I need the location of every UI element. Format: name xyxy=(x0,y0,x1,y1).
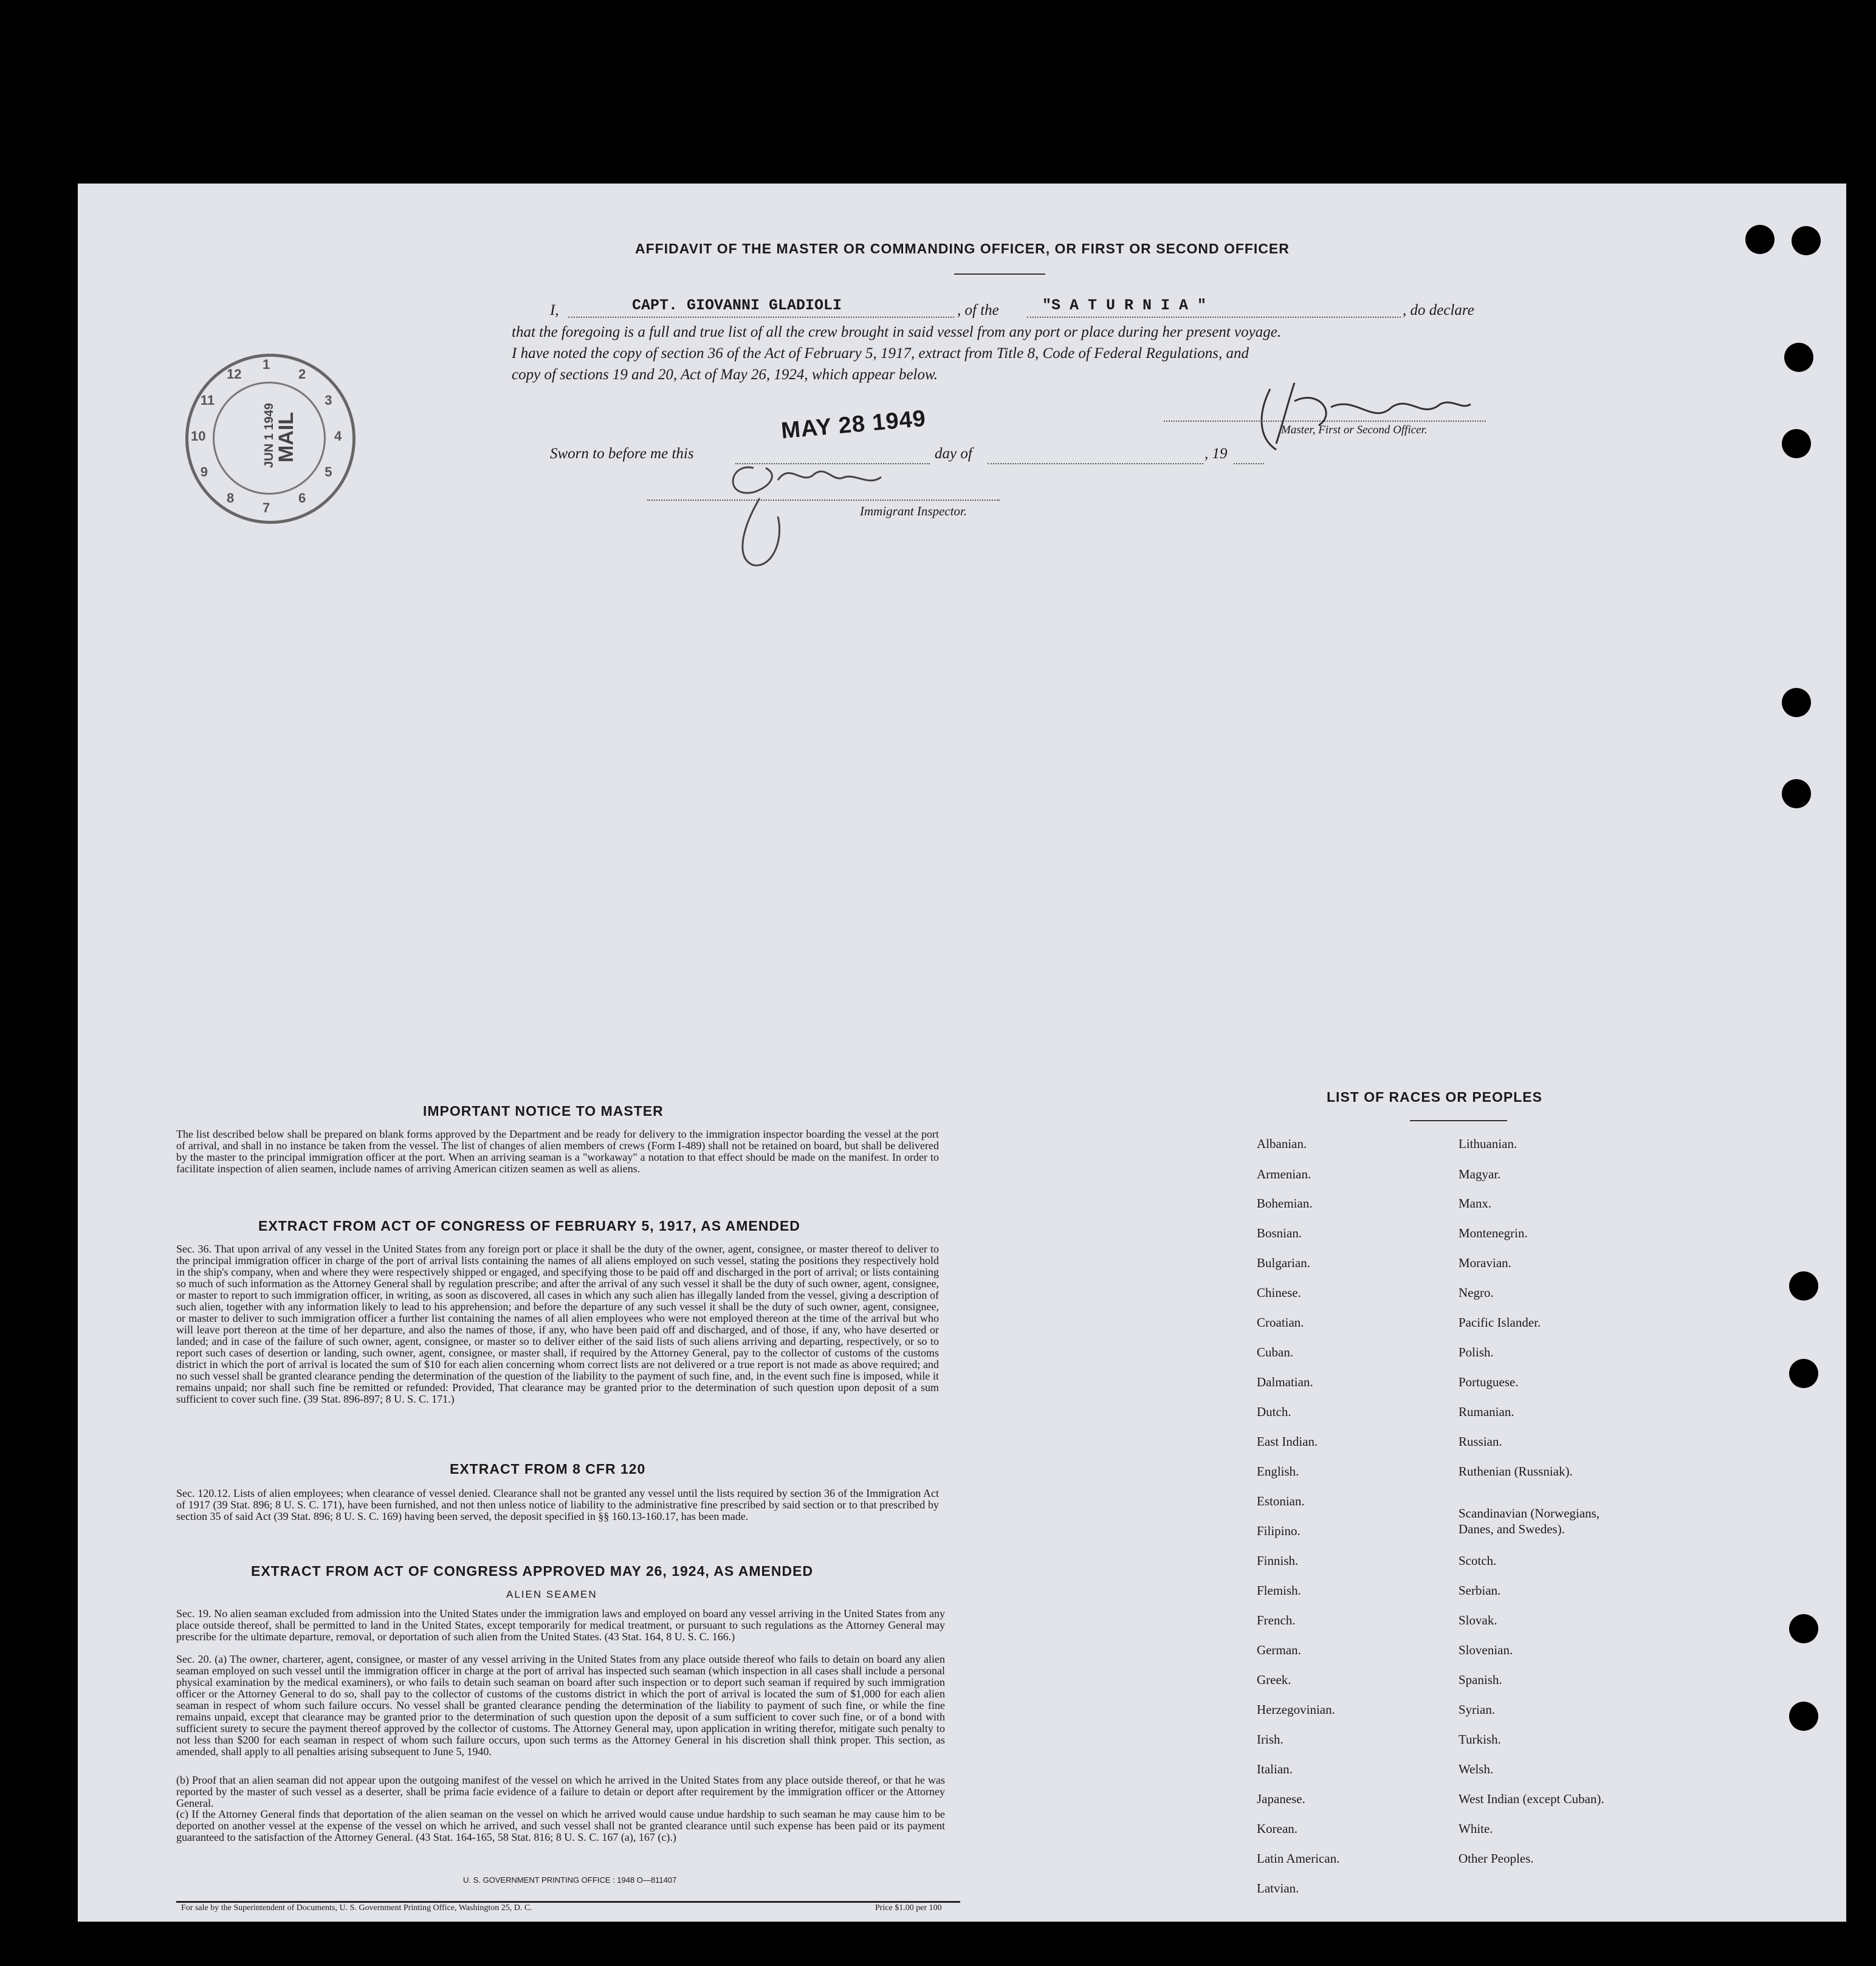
for-sale-line: For sale by the Superintendent of Documents, U. S. Government Printing Office, Washington 25, D. C. xyxy=(181,1903,532,1913)
important-notice-text: The list described below shall be prepared on blank forms approved by the Department and be ready for delivery to the immigration inspector boarding the vessel at the port of arrival, and shall in no instance be taken from the vessel. The list of changes of alien members of crews (Form I-489) shall not be retained on board, but shall be delivered by the master to the principal immigration officer at the port. When an arriving seaman is a "workaway" a notation to that effect should be made on the manifest. In order to facilitate inspection of alien seamen, include names of arriving American citizen seamen as well as aliens. xyxy=(176,1128,939,1175)
postmark-ring-number: 6 xyxy=(298,490,306,506)
race-item: Serbian. xyxy=(1459,1583,1501,1598)
postmark-ring-number: 12 xyxy=(227,366,242,382)
punch-hole xyxy=(1782,688,1811,717)
race-item: White. xyxy=(1459,1821,1493,1836)
race-item: Croatian. xyxy=(1257,1315,1304,1330)
race-item: Negro. xyxy=(1459,1285,1494,1300)
race-item: Slovak. xyxy=(1459,1613,1497,1627)
printing-office-line: U. S. GOVERNMENT PRINTING OFFICE : 1948 O—811407 xyxy=(463,1875,677,1885)
inspector-signature-line xyxy=(647,500,1000,501)
race-item: English. xyxy=(1257,1464,1299,1479)
race-item: Manx. xyxy=(1459,1196,1492,1211)
master-caption: Master, First or Second Officer. xyxy=(1281,424,1428,436)
postmark-ring-number: 9 xyxy=(200,464,208,479)
race-item: Turkish. xyxy=(1459,1732,1501,1747)
race-item: Danes, and Swedes). xyxy=(1459,1522,1565,1536)
affidavit-line-3: I have noted the copy of section 36 of the Act of February 5, 1917, extract from Title 8, Code of Federal Regulations, and xyxy=(512,345,1249,362)
race-item: Latvian. xyxy=(1257,1881,1299,1896)
race-item: Welsh. xyxy=(1459,1762,1494,1776)
day-of-label: day of xyxy=(935,445,972,462)
race-item: Montenegrin. xyxy=(1459,1226,1528,1240)
postmark-ring-number: 7 xyxy=(263,500,270,515)
races-heading-rule xyxy=(1410,1120,1507,1121)
race-item: Polish. xyxy=(1459,1345,1494,1359)
master-name-line xyxy=(568,317,954,318)
race-item: Estonian. xyxy=(1257,1494,1305,1508)
punch-hole xyxy=(1789,1271,1818,1301)
postmark-ring-number: 1 xyxy=(263,357,270,372)
extract-1917-heading: EXTRACT FROM ACT OF CONGRESS OF FEBRUARY 5, 1917, AS AMENDED xyxy=(258,1218,800,1234)
race-item: Slovenian. xyxy=(1459,1643,1513,1657)
sec-20c-text: (c) If the Attorney General finds that deportation of the alien seaman on the vessel on which he arrived would cause undue hardship to such seaman he may cause him to be deported on another vessel at the expense of the vessel on which he arrived, and such vessel shall not be granted clearance until such expense has been paid or its payment guaranteed to the satisfaction of the Attorney General. (43 Stat. 164-165, 58 Stat. 816; 8 U. S. C. 167 (a), 167 (c).) xyxy=(176,1808,945,1843)
race-item: Magyar. xyxy=(1459,1167,1501,1181)
postmark-ring-number: 10 xyxy=(191,428,206,444)
punch-hole xyxy=(1784,343,1813,372)
race-item: Ruthenian (Russniak). xyxy=(1459,1464,1573,1479)
punch-hole xyxy=(1782,429,1811,458)
vessel-name-line xyxy=(1027,317,1401,318)
race-item: Scotch. xyxy=(1459,1553,1497,1568)
important-notice-heading: IMPORTANT NOTICE TO MASTER xyxy=(423,1103,664,1119)
race-item: Russian. xyxy=(1459,1434,1502,1449)
race-item: Flemish. xyxy=(1257,1583,1301,1598)
race-item: Moravian. xyxy=(1459,1256,1511,1270)
race-item: Filipino. xyxy=(1257,1524,1300,1538)
sec-20b-text: (b) Proof that an alien seaman did not appear upon the outgoing manifest of the vessel on which he arrived in the United States from any place outside thereof, or that he was reported by the master of such vessel as a deserter, shall be prima facie evidence of a failure to detain or deport after requirement by the immigration officer or the Attorney General. xyxy=(176,1774,945,1809)
race-item: Cuban. xyxy=(1257,1345,1294,1359)
races-heading: LIST OF RACES OR PEOPLES xyxy=(1327,1089,1542,1105)
race-item: Herzegovinian. xyxy=(1257,1702,1335,1717)
race-item: Bosnian. xyxy=(1257,1226,1302,1240)
race-item: Korean. xyxy=(1257,1821,1298,1836)
sworn-label: Sworn to before me this xyxy=(550,445,694,462)
race-item: Portuguese. xyxy=(1459,1375,1519,1389)
sworn-date-stamp: MAY 28 1949 xyxy=(780,405,927,444)
postmark-ring-number: 8 xyxy=(227,490,235,506)
master-name: CAPT. GIOVANNI GLADIOLI xyxy=(632,297,842,314)
race-item: Armenian. xyxy=(1257,1167,1311,1181)
price-line: Price $1.00 per 100 xyxy=(875,1903,942,1913)
affidavit-line-4: copy of sections 19 and 20, Act of May 26, 1924, which appear below. xyxy=(512,366,938,383)
race-item: Dutch. xyxy=(1257,1404,1291,1419)
master-signature xyxy=(1252,377,1483,462)
of-the-label: , of the xyxy=(957,302,999,318)
postmark-ring-number: 3 xyxy=(325,393,332,408)
race-item: Chinese. xyxy=(1257,1285,1301,1300)
sec-19-text: Sec. 19. No alien seaman excluded from admission into the United States under the immigration laws and employed on board any vessel arriving in the United States from any place outside thereof, shall be permitted to land in the United States, except temporarily for medical treatment, or pursuant to such regulations as the Attorney General may prescribe for the ultimate departure, removal, or deportation of such alien from the United States. (43 Stat. 164, 8 U. S. C. 166.) xyxy=(176,1607,945,1643)
sec-20a-text: Sec. 20. (a) The owner, charterer, agent, consignee, or master of any vessel arriving in the United States from any place outside thereof who fails to detain on board any alien seaman employed on such vessel until the immigration officer in charge at the port of arrival has inspected such seaman (which inspection in all cases shall include a personal physical examination by the medical examiners), or who fails to detain such seaman on board after such inspection or to deport such seaman if required by such immigration officer or the Attorney General to do so, shall pay to the collector of customs of the customs district in which the port of arrival is located the sum of $1,000 for each alien seaman in respect of whom such failure occurs. No vessel shall be granted clearance pending the determination of the liability to payment of such fine, or while the fine remains unpaid, except that clearance may be granted prior to the determination of such question upon the deposit of a sum sufficient to cover such fine, or of a bond with sufficient surety to secure the payment thereof approved by the collector of customs. The Attorney General may, upon application in writing therefor, mitigate such penalty to not less than $200 for each seaman in respect of whom such failure occurs, upon such terms as the Attorney General in his discretion shall think proper. This section, as amended, shall apply to all penalties arising subsequent to June 5, 1940. xyxy=(176,1653,945,1758)
footer-rule xyxy=(176,1901,960,1903)
race-item: Pacific Islander. xyxy=(1459,1315,1541,1330)
title-rule xyxy=(954,273,1045,275)
race-item: German. xyxy=(1257,1643,1301,1657)
race-item: Rumanian. xyxy=(1459,1404,1514,1419)
punch-hole xyxy=(1745,225,1775,254)
race-item: East Indian. xyxy=(1257,1434,1318,1449)
punch-hole xyxy=(1782,779,1811,808)
month-line xyxy=(988,463,1203,464)
postmark-ring-number: 11 xyxy=(200,393,215,408)
extract-1917-text: Sec. 36. That upon arrival of any vessel in the United States from any foreign port or place it shall be the duty of the owner, agent, consignee, or master thereof to deliver to the principal immigration officer in charge of the port of arrival lists containing the names of all aliens employed on such vessel, stating the positions they respectively hold in the ship's company, when and where they were respectively shipped or engaged, and specifying those to be paid off and discharged in the port of arrival; or lists containing so much of such information as the Attorney General shall by regulation prescribe; and after the arrival of any such vessel it shall be the duty of such owner, agent, consignee, or master to report to such immigration officer, in writing, as soon as discovered, all cases in which any such alien has illegally landed from the vessel, giving a description of such alien, together with any information likely to lead to his apprehension; and before the departure of any such vessel it shall be the duty of such owner, agent, consignee, or master to deliver to such immigration officer a further list containing the names of all alien employees who were not employed thereon at the time of the arrival but who will leave port thereon at the time of her departure, and also the names of those, if any, who have been paid off and discharged, and of those, if any, who have deserted or landed; and in case of the failure of such owner, agent, consignee, or master so to deliver either of the said lists of such aliens arriving and departing, respectively, or so to report such cases of desertion or landing, such owner, agent, consignee, or master shall, if required by the Attorney General, pay to the collector of customs of the customs district in which the port of arrival is located the sum of $10 for each alien concerning whom correct lists are not delivered or a true report is not made as above required; and no such vessel shall be granted clearance pending the determination of the question of the liability to the payment of such fine, and, in the event such fine is imposed, while it remains unpaid; nor shall such fine be remitted or refunded: Provided, That clearance may be granted prior to the determination of such question upon deposit of a sum sufficient to cover such fine. (39 Stat. 896-897; 8 U. S. C. 171.) xyxy=(176,1243,939,1405)
punch-hole xyxy=(1789,1614,1818,1643)
race-item: French. xyxy=(1257,1613,1296,1627)
year-line xyxy=(1234,463,1264,464)
race-item: Finnish. xyxy=(1257,1553,1299,1568)
race-item: Irish. xyxy=(1257,1732,1283,1747)
extract-8cfr-heading: EXTRACT FROM 8 CFR 120 xyxy=(450,1461,646,1477)
race-item: Syrian. xyxy=(1459,1702,1496,1717)
postmark-mail: MAIL xyxy=(275,411,298,463)
race-item: Other Peoples. xyxy=(1459,1851,1534,1866)
postmark-ring-number: 4 xyxy=(334,428,342,444)
extract-8cfr-text: Sec. 120.12. Lists of alien employees; when clearance of vessel denied. Clearance shall not be granted any vessel until the lists required by section 36 of the Immigration Act of 1917 (39 Stat. 896; 8 U. S. C. 171), have been furnished, and not then unless notice of liability to the administrative fine prescribed by said section or to that prescribed by section 35 of said Act (39 Stat. 896; 8 U. S. C. 169) having been served, the deposit specified in §§ 160.13-160.17, has been made. xyxy=(176,1487,939,1522)
extract-1924-heading: EXTRACT FROM ACT OF CONGRESS APPROVED MAY 26, 1924, AS AMENDED xyxy=(251,1563,814,1579)
race-item: Italian. xyxy=(1257,1762,1293,1776)
race-item: Dalmatian. xyxy=(1257,1375,1313,1389)
year-label: , 19 xyxy=(1204,445,1228,462)
race-item: Latin American. xyxy=(1257,1851,1340,1866)
race-item: Greek. xyxy=(1257,1672,1291,1687)
race-item: Scandinavian (Norwegians, xyxy=(1459,1506,1600,1521)
alien-seamen-subheading: ALIEN SEAMEN xyxy=(506,1589,597,1600)
race-item: Lithuanian. xyxy=(1459,1136,1517,1151)
punch-hole xyxy=(1792,226,1821,255)
race-item: Bulgarian. xyxy=(1257,1256,1311,1270)
postmark-ring-number: 2 xyxy=(298,366,306,382)
affidavit-line-2: that the foregoing is a full and true list of all the crew brought in said vessel from any port or place during her present voyage. xyxy=(512,324,1282,340)
i-label: I, xyxy=(550,302,559,318)
punch-hole xyxy=(1789,1702,1818,1731)
vessel-name: "S A T U R N I A " xyxy=(1042,297,1207,314)
race-item: Spanish. xyxy=(1459,1672,1502,1687)
punch-hole xyxy=(1789,1359,1818,1388)
affidavit-title: AFFIDAVIT OF THE MASTER OR COMMANDING OFFICER, OR FIRST OR SECOND OFFICER xyxy=(635,241,1290,256)
race-item: Japanese. xyxy=(1257,1792,1305,1806)
postmark-date: JUN 1 1949 xyxy=(262,403,276,468)
race-item: West Indian (except Cuban). xyxy=(1459,1792,1604,1806)
race-item: Bohemian. xyxy=(1257,1196,1313,1211)
do-declare-label: , do declare xyxy=(1403,302,1474,318)
postmark-ring-number: 5 xyxy=(325,464,332,479)
race-item: Albanian. xyxy=(1257,1136,1307,1151)
inspector-caption: Immigrant Inspector. xyxy=(860,504,967,518)
